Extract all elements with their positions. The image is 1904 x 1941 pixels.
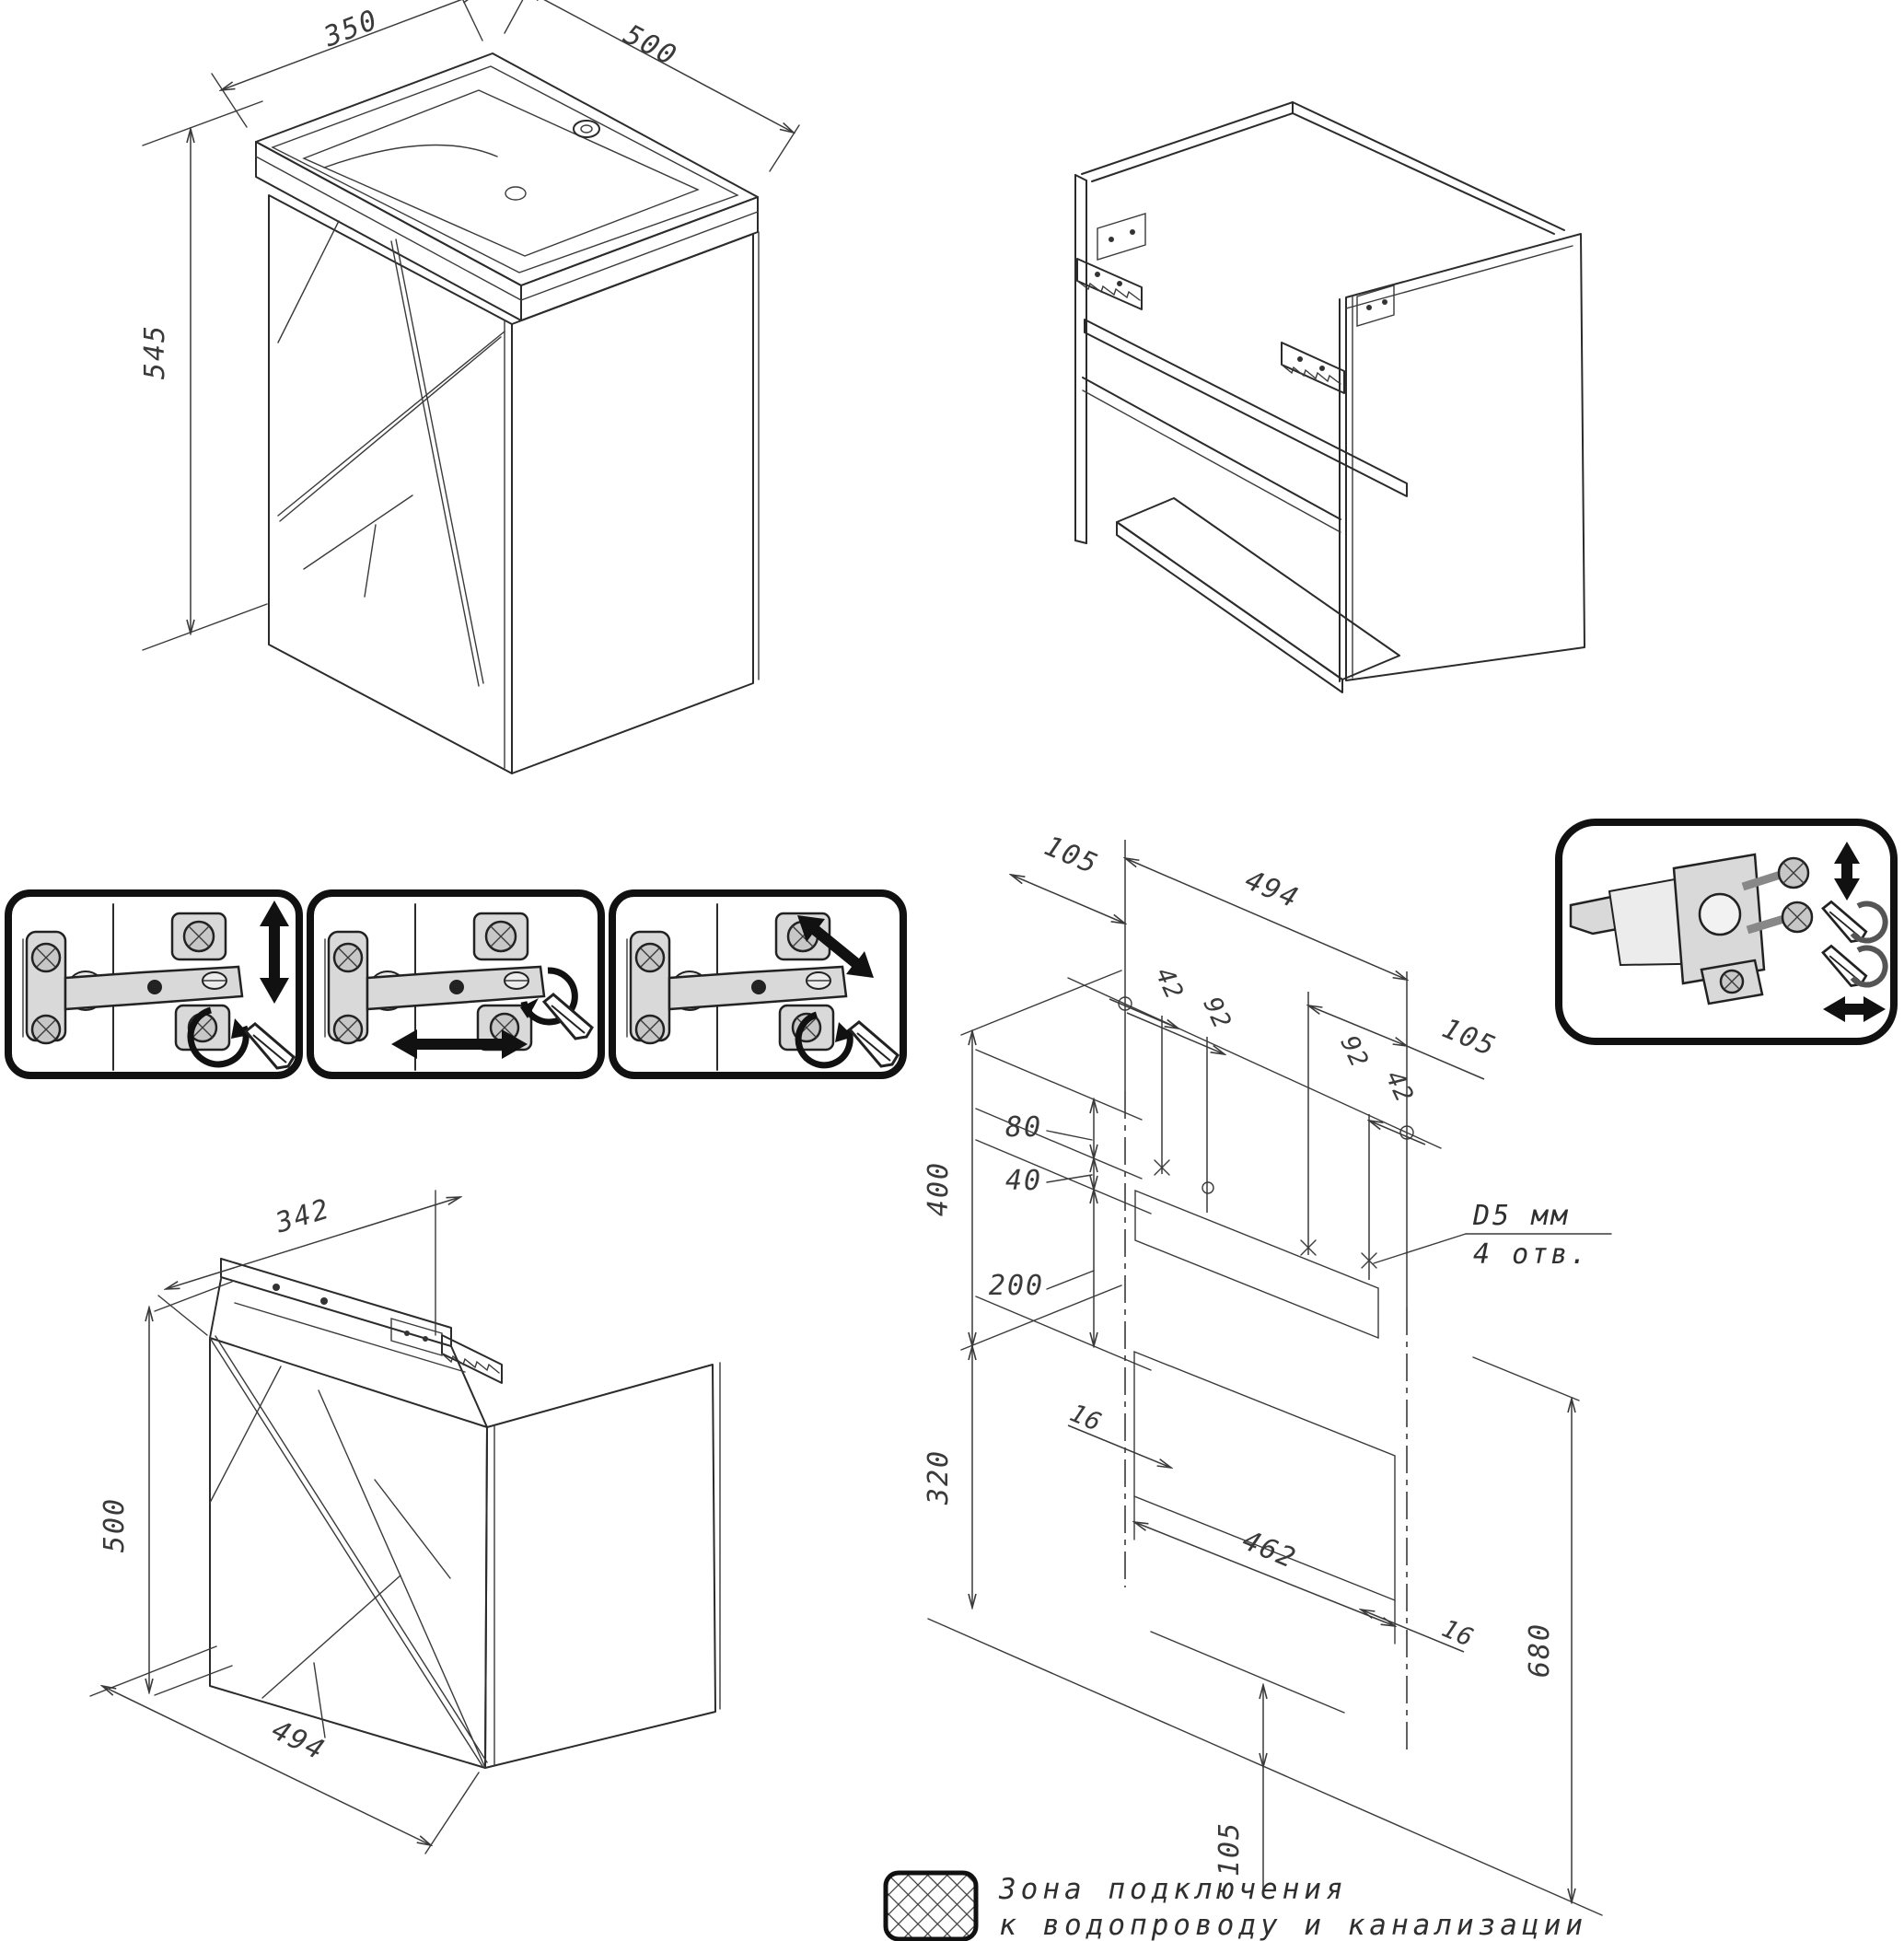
tpl-dim-105-bottom: 105 — [1213, 1820, 1246, 1877]
hanger-bracket-detail-box — [1559, 822, 1894, 1041]
dim-342-label: 342 — [272, 1192, 335, 1240]
tpl-dim-16-right: 16 — [1437, 1614, 1479, 1654]
tpl-dim-320: 320 — [923, 1448, 955, 1505]
door-facet-lines — [210, 1336, 487, 1768]
hinge-adjust-vertical-box — [8, 893, 299, 1075]
upper-connection-zone-hatch — [1135, 1191, 1378, 1338]
tpl-dim-200: 200 — [988, 1270, 1045, 1302]
tpl-dim-42-right: 42 — [1379, 1066, 1420, 1108]
hole-note-line1: D5 мм — [1473, 1200, 1571, 1232]
door-facet-lines — [278, 221, 505, 686]
dim-500-label: 500 — [99, 1496, 131, 1553]
dim-mount-depth — [158, 1191, 460, 1335]
tpl-dim-92-left: 92 — [1197, 993, 1237, 1034]
legend-line1: Зона подключения — [999, 1873, 1348, 1906]
hole-note-line2: 4 отв. — [1473, 1238, 1590, 1271]
hinge-adjust-lateral-box — [310, 893, 601, 1075]
tpl-dim-105-left: 105 — [1039, 830, 1104, 882]
tpl-dim-16-left: 16 — [1065, 1399, 1107, 1438]
wall-template-drawing — [923, 830, 1611, 1915]
dim-350-label: 350 — [319, 4, 383, 54]
dim-545-label: 545 — [139, 323, 171, 380]
dim-494-label: 494 — [266, 1714, 331, 1768]
wall-rail-right — [1282, 285, 1394, 393]
tpl-dim-462: 462 — [1237, 1524, 1302, 1576]
dim-vanity-height — [139, 101, 267, 650]
dim-mount-height — [99, 1282, 232, 1695]
tpl-dim-400: 400 — [923, 1160, 955, 1217]
tpl-dim-494: 494 — [1240, 864, 1305, 916]
view-vanity-washbasin-iso — [139, 0, 799, 773]
tpl-dim-80: 80 — [1004, 1111, 1043, 1144]
tpl-dim-92-right: 92 — [1334, 1031, 1375, 1073]
tpl-dim-40: 40 — [1004, 1165, 1043, 1197]
hole-size-note — [1374, 1200, 1611, 1271]
tpl-dim-105-right: 105 — [1437, 1012, 1502, 1064]
view-cabinet-open-iso — [1075, 102, 1585, 692]
tpl-dim-42-left: 42 — [1149, 963, 1190, 1005]
legend-hatch-swatch — [886, 1873, 976, 1939]
dim-vanity-width — [505, 0, 799, 171]
legend — [886, 1873, 1587, 1941]
tpl-dim-680: 680 — [1524, 1621, 1556, 1679]
view-cabinet-mount-iso — [90, 1191, 720, 1854]
hinge-adjust-depth-box — [612, 893, 903, 1075]
dim-500-label: 500 — [618, 18, 683, 74]
wall-rail-left — [1077, 214, 1145, 309]
legend-line2: к водопроводу и канализации — [999, 1909, 1587, 1941]
